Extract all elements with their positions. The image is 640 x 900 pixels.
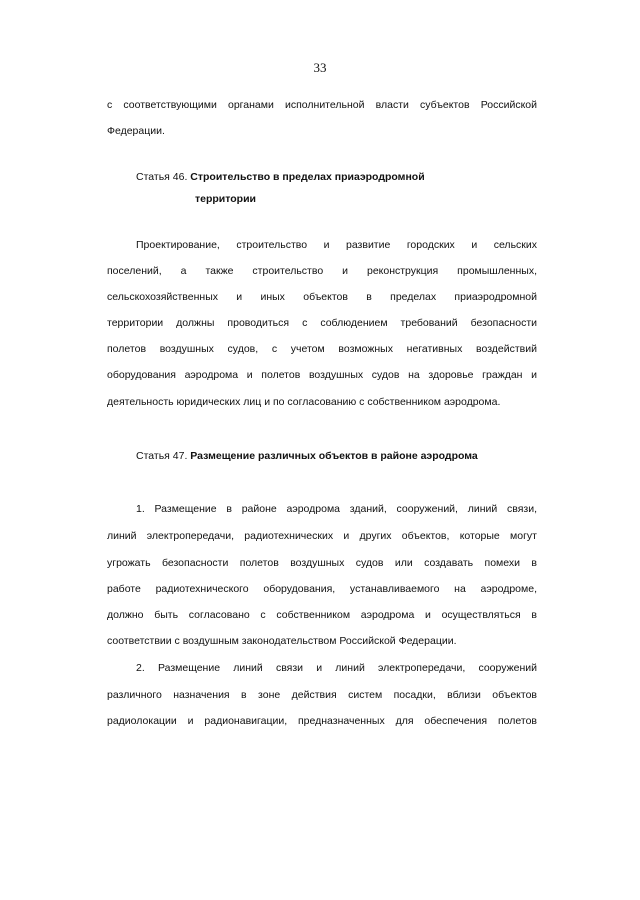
article-47-p1-line-1: 1. Размещение в районе аэродрома зданий, сооружений, линий связи, bbox=[136, 503, 537, 515]
article-46-line-5: полетов воздушных судов, с учетом возможных негативных воздействий bbox=[107, 343, 537, 355]
article-46-line-2: поселений, а также строительство и реконструкция промышленных, bbox=[107, 265, 537, 277]
article-47-p1-line-2: линий электропередачи, радиотехнических и других объектов, которые могут bbox=[107, 530, 537, 542]
intro-line-2: Федерации. bbox=[107, 125, 165, 137]
article-47-label: Статья 47. bbox=[136, 450, 188, 462]
article-47-p2-line-2: различного назначения в зоне действия систем посадки, вблизи объектов bbox=[107, 689, 537, 701]
article-47-p1-line-3: угрожать безопасности полетов воздушных судов или создавать помехи в bbox=[107, 557, 537, 569]
article-46-title-line-2: территории bbox=[195, 193, 257, 205]
article-47-heading bbox=[136, 449, 478, 463]
article-46-heading bbox=[136, 170, 425, 184]
article-46-title-line-1: Строительство в пределах приаэродромной bbox=[190, 171, 425, 183]
article-46-line-4: территории должны проводиться с соблюдением требований безопасности bbox=[107, 317, 537, 329]
article-46-line-3: сельскохозяйственных и иных объектов в пределах приаэродромной bbox=[107, 291, 537, 303]
article-46-line-1: Проектирование, строительство и развитие городских и сельских bbox=[136, 239, 537, 251]
article-47-p2-line-1: 2. Размещение линий связи и линий электропередачи, сооружений bbox=[136, 662, 537, 674]
article-47-title: Размещение различных объектов в районе аэродрома bbox=[190, 450, 478, 462]
page-number: 33 bbox=[313, 60, 327, 75]
article-46-line-6: оборудования аэродрома и полетов воздушных судов на здоровье граждан и bbox=[107, 369, 537, 381]
article-46-line-7: деятельность юридических лиц и по согласованию с собственником аэродрома. bbox=[107, 396, 501, 408]
intro-line-1: с соответствующими органами исполнительной власти субъектов Российской bbox=[107, 99, 537, 111]
article-47-p1-line-4: работе радиотехнического оборудования, устанавливаемого на аэродроме, bbox=[107, 583, 537, 595]
article-46-label: Статья 46. bbox=[136, 171, 188, 183]
article-47-p2-line-3: радиолокации и радионавигации, предназначенных для обеспечения полетов bbox=[107, 715, 537, 727]
article-47-p1-line-5: должно быть согласовано с собственником аэродрома и осуществляться в bbox=[107, 609, 537, 621]
article-47-p1-line-6: соответствии с воздушным законодательством Российской Федерации. bbox=[107, 635, 457, 647]
